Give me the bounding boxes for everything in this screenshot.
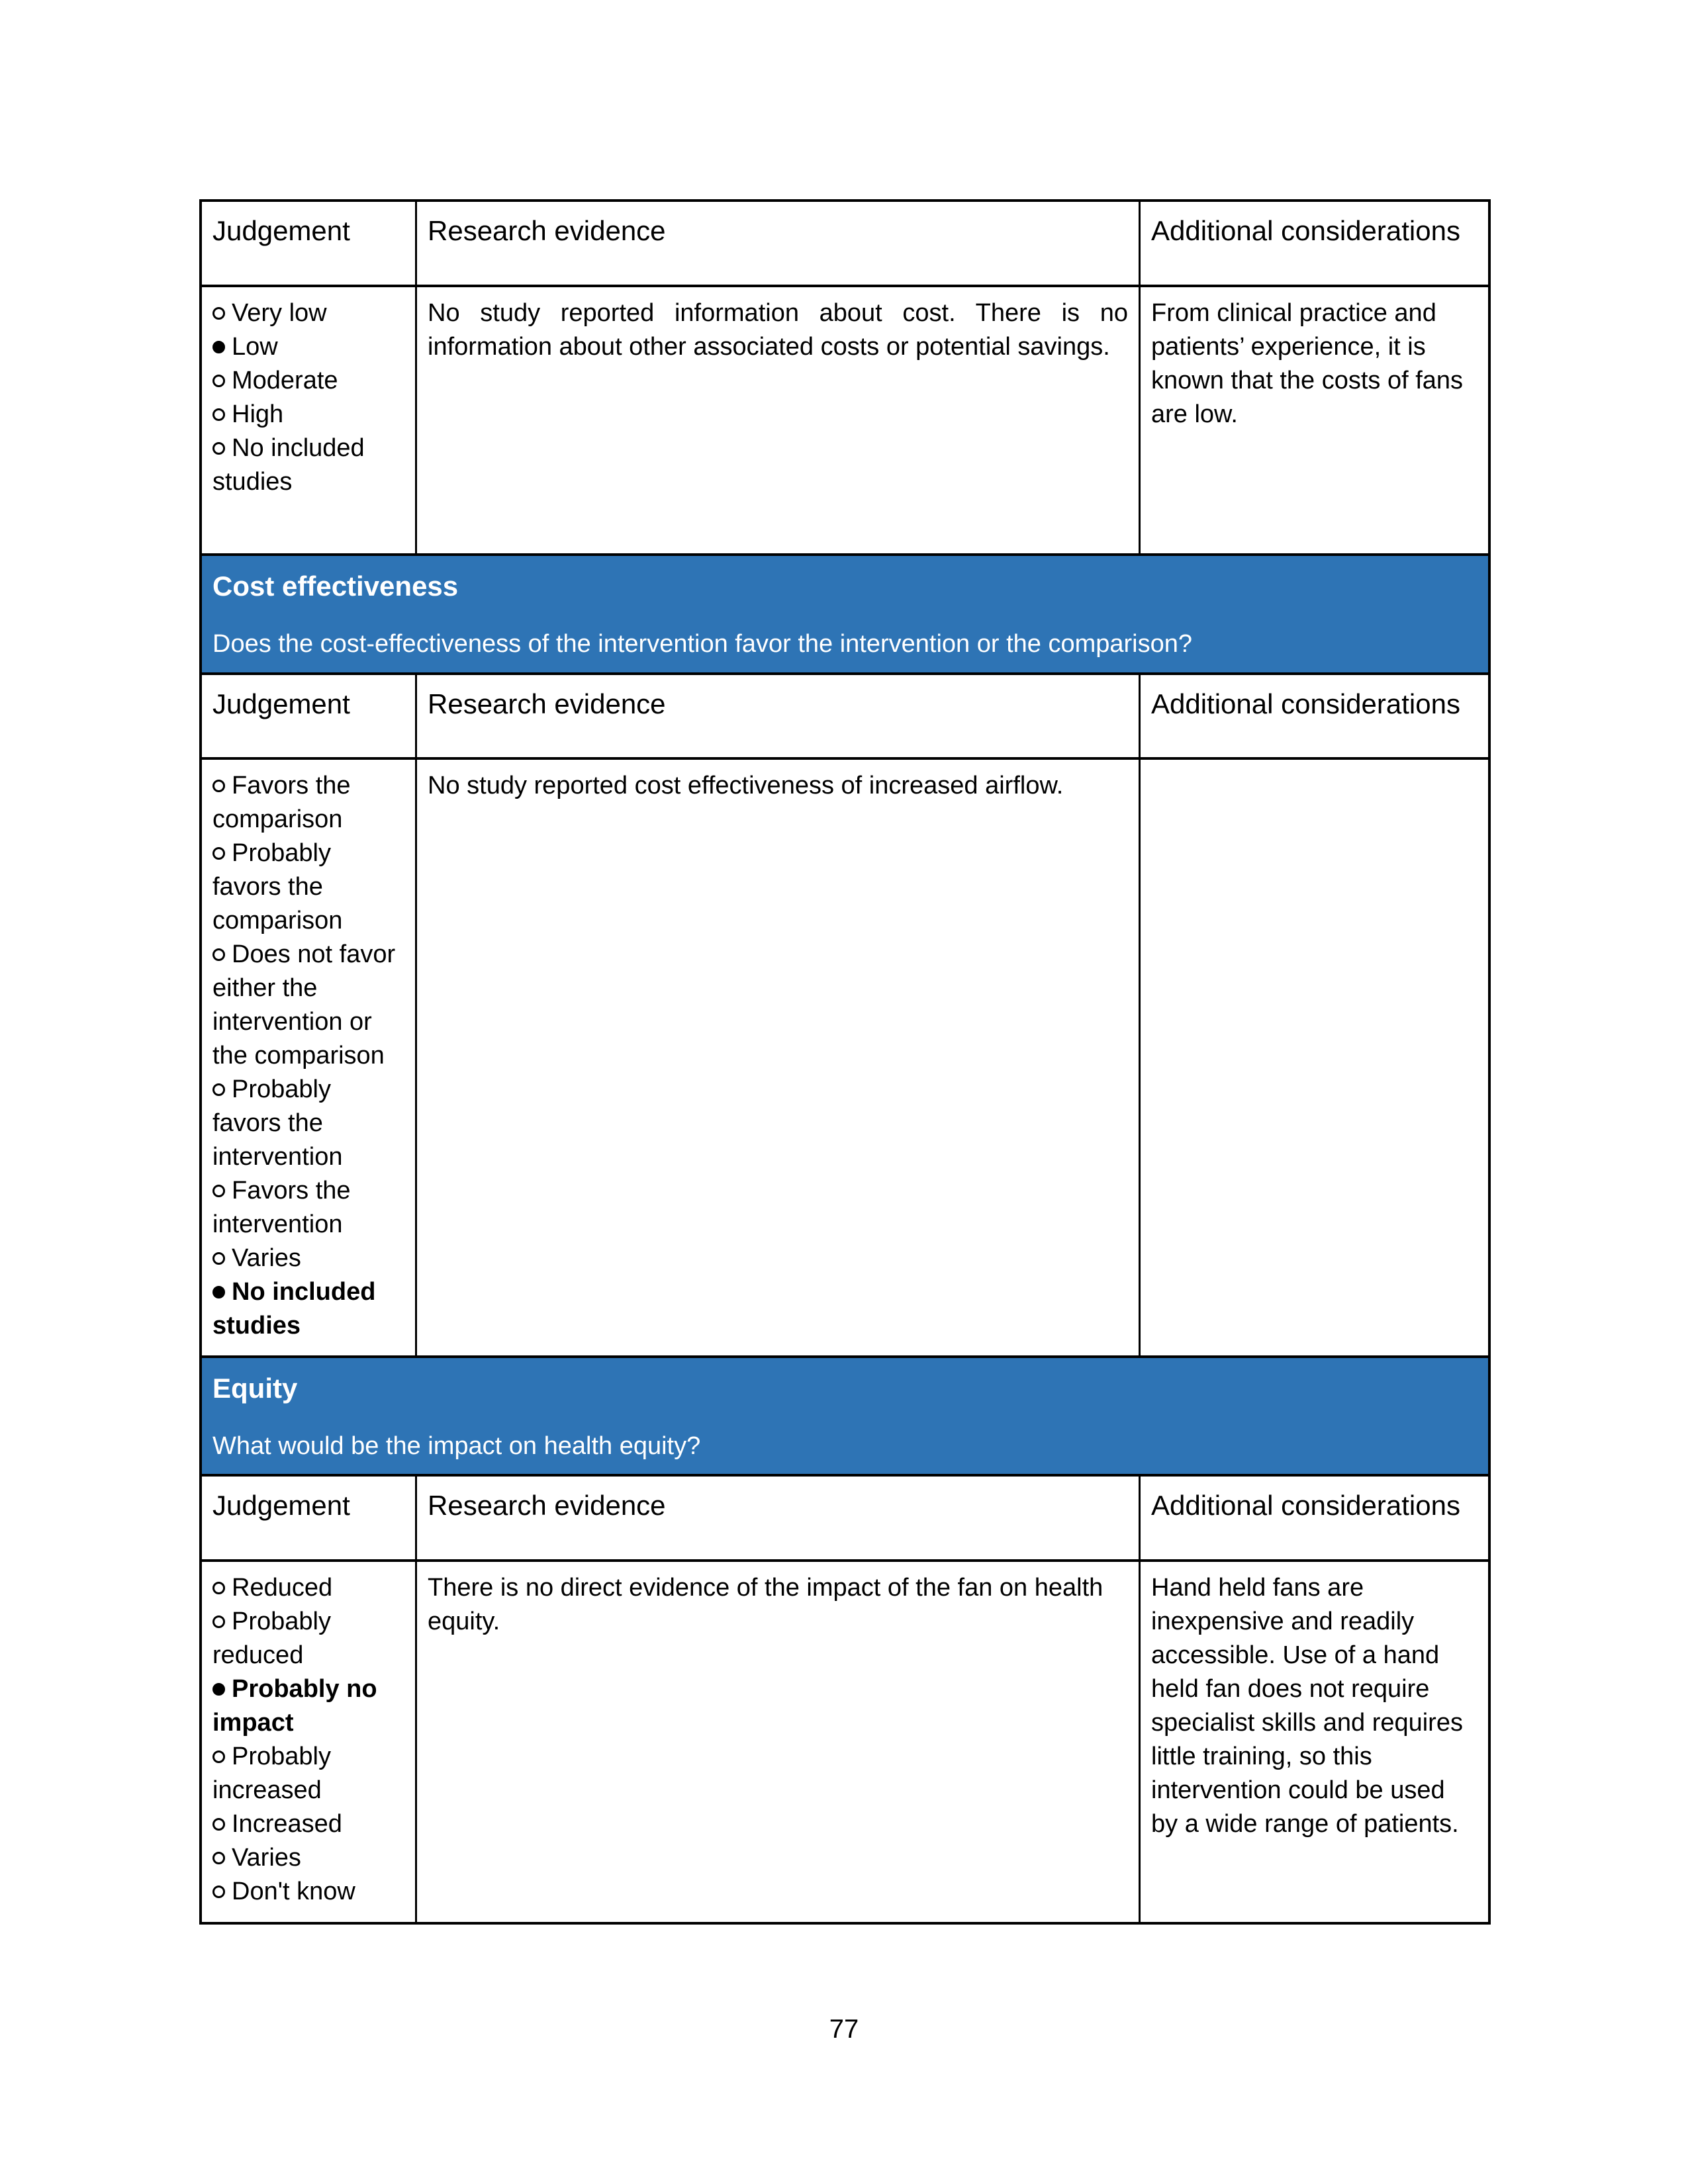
radio-empty-icon — [212, 1818, 225, 1831]
radio-empty-icon — [212, 307, 225, 320]
section-title: Cost effectiveness — [212, 570, 459, 602]
research-evidence-text: No study reported cost effectiveness of increased airflow. — [417, 760, 1141, 1355]
judgement-options — [202, 760, 417, 1355]
judgement-option: Varies — [212, 1841, 404, 1875]
radio-empty-icon — [212, 780, 225, 792]
section-banner-cost-effectiveness — [202, 556, 1488, 675]
section-question: What would be the impact on health equity? — [212, 1432, 701, 1460]
radio-empty-icon — [212, 1582, 225, 1594]
radio-empty-icon — [212, 1252, 225, 1265]
judgement-option: Very low — [212, 296, 404, 330]
additional-considerations-text: Hand held fans are inexpensive and readily accessible. Use of a hand held fan does not require specialist skills and requires little training, so this intervention could be used by a wide range of patients. — [1151, 1574, 1463, 1838]
research-evidence-text: No study reported information about cost. There is no information about other associated costs or potential savings. — [417, 287, 1141, 553]
judgement-option: No included studies — [212, 434, 365, 496]
cost-effectiveness-content-row — [202, 760, 1488, 1358]
header-judgement: Judgement — [202, 1477, 417, 1559]
column-header-row — [202, 675, 1488, 760]
radio-empty-icon — [212, 1615, 225, 1628]
section-banner-equity — [202, 1358, 1488, 1477]
research-evidence-text: There is no direct evidence of the impact of the fan on health equity. — [417, 1562, 1141, 1922]
judgement-option: Low — [212, 330, 404, 364]
additional-considerations-text: From clinical practice and patients’ experience, it is known that the costs of fans are low. — [1151, 299, 1464, 428]
header-judgement: Judgement — [202, 675, 417, 757]
judgement-option: Don't know — [212, 1875, 404, 1909]
judgement-option: High — [212, 398, 404, 432]
radio-empty-icon — [212, 948, 225, 961]
judgement-option: Probably no impact — [212, 1675, 377, 1737]
judgement-option: Probably favors the intervention — [212, 1075, 343, 1171]
page-number: 77 — [829, 2015, 859, 2044]
equity-content-row — [202, 1562, 1488, 1922]
judgement-option: Probably favors the comparison — [212, 839, 343, 934]
header-judgement: Judgement — [202, 202, 417, 285]
judgement-option: Moderate — [212, 364, 404, 398]
judgement-options — [202, 287, 417, 553]
evidence-to-decision-table — [199, 199, 1491, 1925]
radio-empty-icon — [212, 1886, 225, 1898]
radio-empty-icon — [212, 1751, 225, 1763]
radio-empty-icon — [212, 1185, 225, 1197]
header-additional-considerations: Additional considerations — [1151, 1490, 1460, 1521]
column-header-row — [202, 1477, 1488, 1562]
header-research-evidence: Research evidence — [417, 675, 1141, 757]
column-header-row — [202, 202, 1488, 287]
header-additional-considerations: Additional considerations — [1151, 688, 1460, 719]
section-question: Does the cost-effectiveness of the intervention favor the intervention or the comparison? — [212, 630, 1193, 658]
section-title: Equity — [212, 1373, 298, 1404]
judgement-option: Does not favor either the intervention or the comparison — [212, 940, 396, 1069]
radio-filled-icon — [212, 1286, 225, 1298]
radio-empty-icon — [212, 408, 225, 421]
judgement-option: Increased — [212, 1807, 404, 1841]
cost-content-row — [202, 287, 1488, 556]
radio-empty-icon — [212, 442, 225, 455]
radio-filled-icon — [212, 1683, 225, 1696]
judgement-option: Favors the intervention — [212, 1177, 351, 1238]
radio-empty-icon — [212, 847, 225, 860]
judgement-option: Favors the comparison — [212, 772, 351, 833]
judgement-options — [202, 1562, 417, 1922]
radio-filled-icon — [212, 341, 225, 353]
header-research-evidence: Research evidence — [417, 1477, 1141, 1559]
header-additional-considerations: Additional considerations — [1151, 215, 1460, 246]
header-research-evidence: Research evidence — [417, 202, 1141, 285]
judgement-option: Reduced — [212, 1571, 404, 1605]
judgement-option: Probably increased — [212, 1743, 331, 1804]
radio-empty-icon — [212, 1083, 225, 1096]
radio-empty-icon — [212, 375, 225, 387]
judgement-option: No included studies — [212, 1278, 376, 1340]
judgement-option: Probably reduced — [212, 1608, 331, 1669]
judgement-option: Varies — [212, 1242, 404, 1275]
additional-considerations-text — [1141, 760, 1488, 1355]
radio-empty-icon — [212, 1852, 225, 1864]
